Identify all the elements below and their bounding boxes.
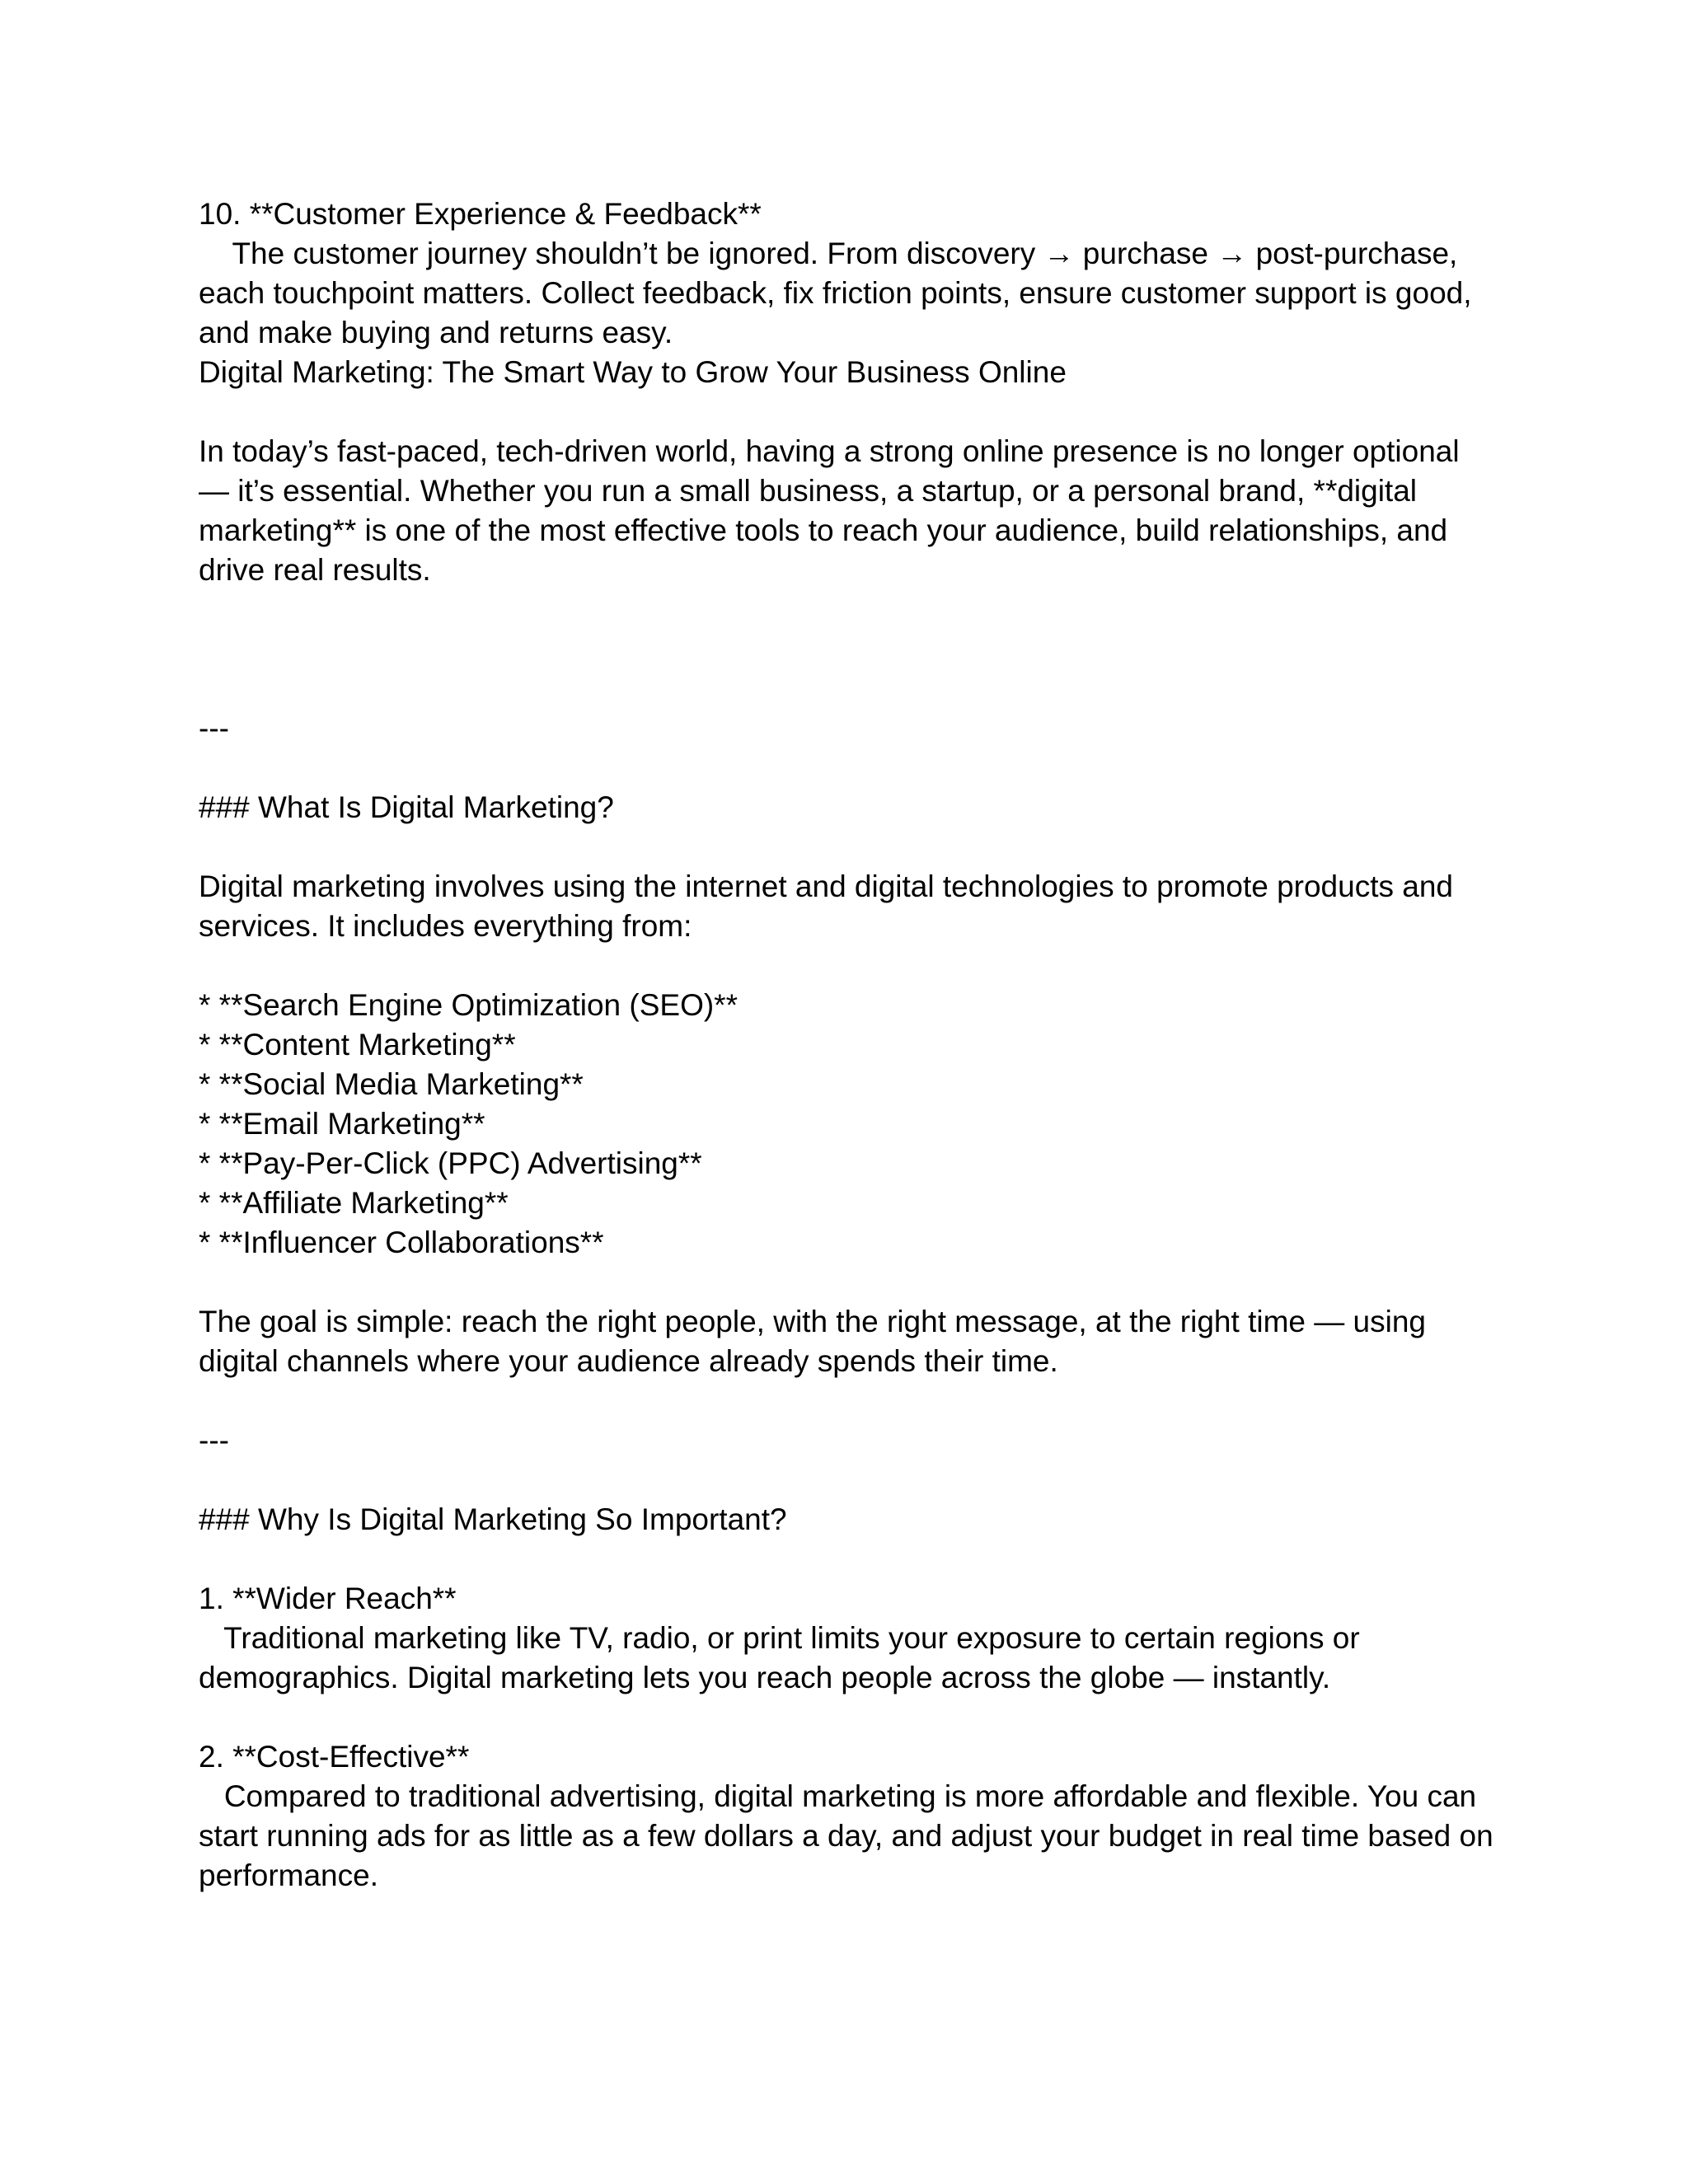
point-1-body-line-2: demographics. Digital marketing lets you reach people across the globe — instantly. <box>199 1661 1331 1694</box>
list-item-email: * **Email Marketing** <box>199 1107 485 1141</box>
point-2-body-line-1: Compared to traditional advertising, digital marketing is more affordable and flexible. You can <box>199 1779 1477 1813</box>
point-2-heading: 2. **Cost-Effective** <box>199 1740 470 1774</box>
section-10-body-line-2: each touchpoint matters. Collect feedback, fix friction points, ensure customer support is good, <box>199 276 1472 310</box>
list-item-ppc: * **Pay-Per-Click (PPC) Advertising** <box>199 1146 702 1180</box>
document-title: Digital Marketing: The Smart Way to Grow Your Business Online <box>199 355 1067 389</box>
heading-what-is: ### What Is Digital Marketing? <box>199 790 614 824</box>
list-item-content: * **Content Marketing** <box>199 1028 516 1062</box>
point-1-heading: 1. **Wider Reach** <box>199 1582 457 1615</box>
list-item-affiliate: * **Affiliate Marketing** <box>199 1186 509 1220</box>
heading-why-important: ### Why Is Digital Marketing So Important? <box>199 1502 787 1536</box>
section-10-body-line-3: and make buying and returns easy. <box>199 316 673 349</box>
separator-1: --- <box>199 711 229 745</box>
intro-line-4: drive real results. <box>199 553 431 587</box>
goal-line-1: The goal is simple: reach the right people, with the right message, at the right time — using <box>199 1305 1426 1338</box>
intro-line-3: marketing** is one of the most effective tools to reach your audience, build relationships, and <box>199 513 1448 547</box>
list-item-influencer: * **Influencer Collaborations** <box>199 1226 604 1259</box>
section-10-body-line-1: The customer journey shouldn’t be ignored. From discovery → purchase → post-purchase, <box>199 237 1458 270</box>
point-1-body-line-1: Traditional marketing like TV, radio, or print limits your exposure to certain regions or <box>199 1621 1360 1655</box>
intro-line-2: — it’s essential. Whether you run a small business, a startup, or a personal brand, **digital <box>199 474 1418 508</box>
list-item-seo: * **Search Engine Optimization (SEO)** <box>199 988 738 1022</box>
section-10-heading: 10. **Customer Experience & Feedback** <box>199 197 762 231</box>
point-2-body-line-3: performance. <box>199 1858 378 1892</box>
separator-2: --- <box>199 1423 229 1457</box>
intro-line-1: In today’s fast-paced, tech-driven world, having a strong online presence is no longer optional <box>199 434 1460 468</box>
definition-line-2: services. It includes everything from: <box>199 909 692 943</box>
definition-line-1: Digital marketing involves using the internet and digital technologies to promote products and <box>199 869 1454 903</box>
goal-line-2: digital channels where your audience already spends their time. <box>199 1344 1058 1378</box>
list-item-social: * **Social Media Marketing** <box>199 1067 584 1101</box>
point-2-body-line-2: start running ads for as little as a few dollars a day, and adjust your budget in real time based on <box>199 1819 1493 1853</box>
